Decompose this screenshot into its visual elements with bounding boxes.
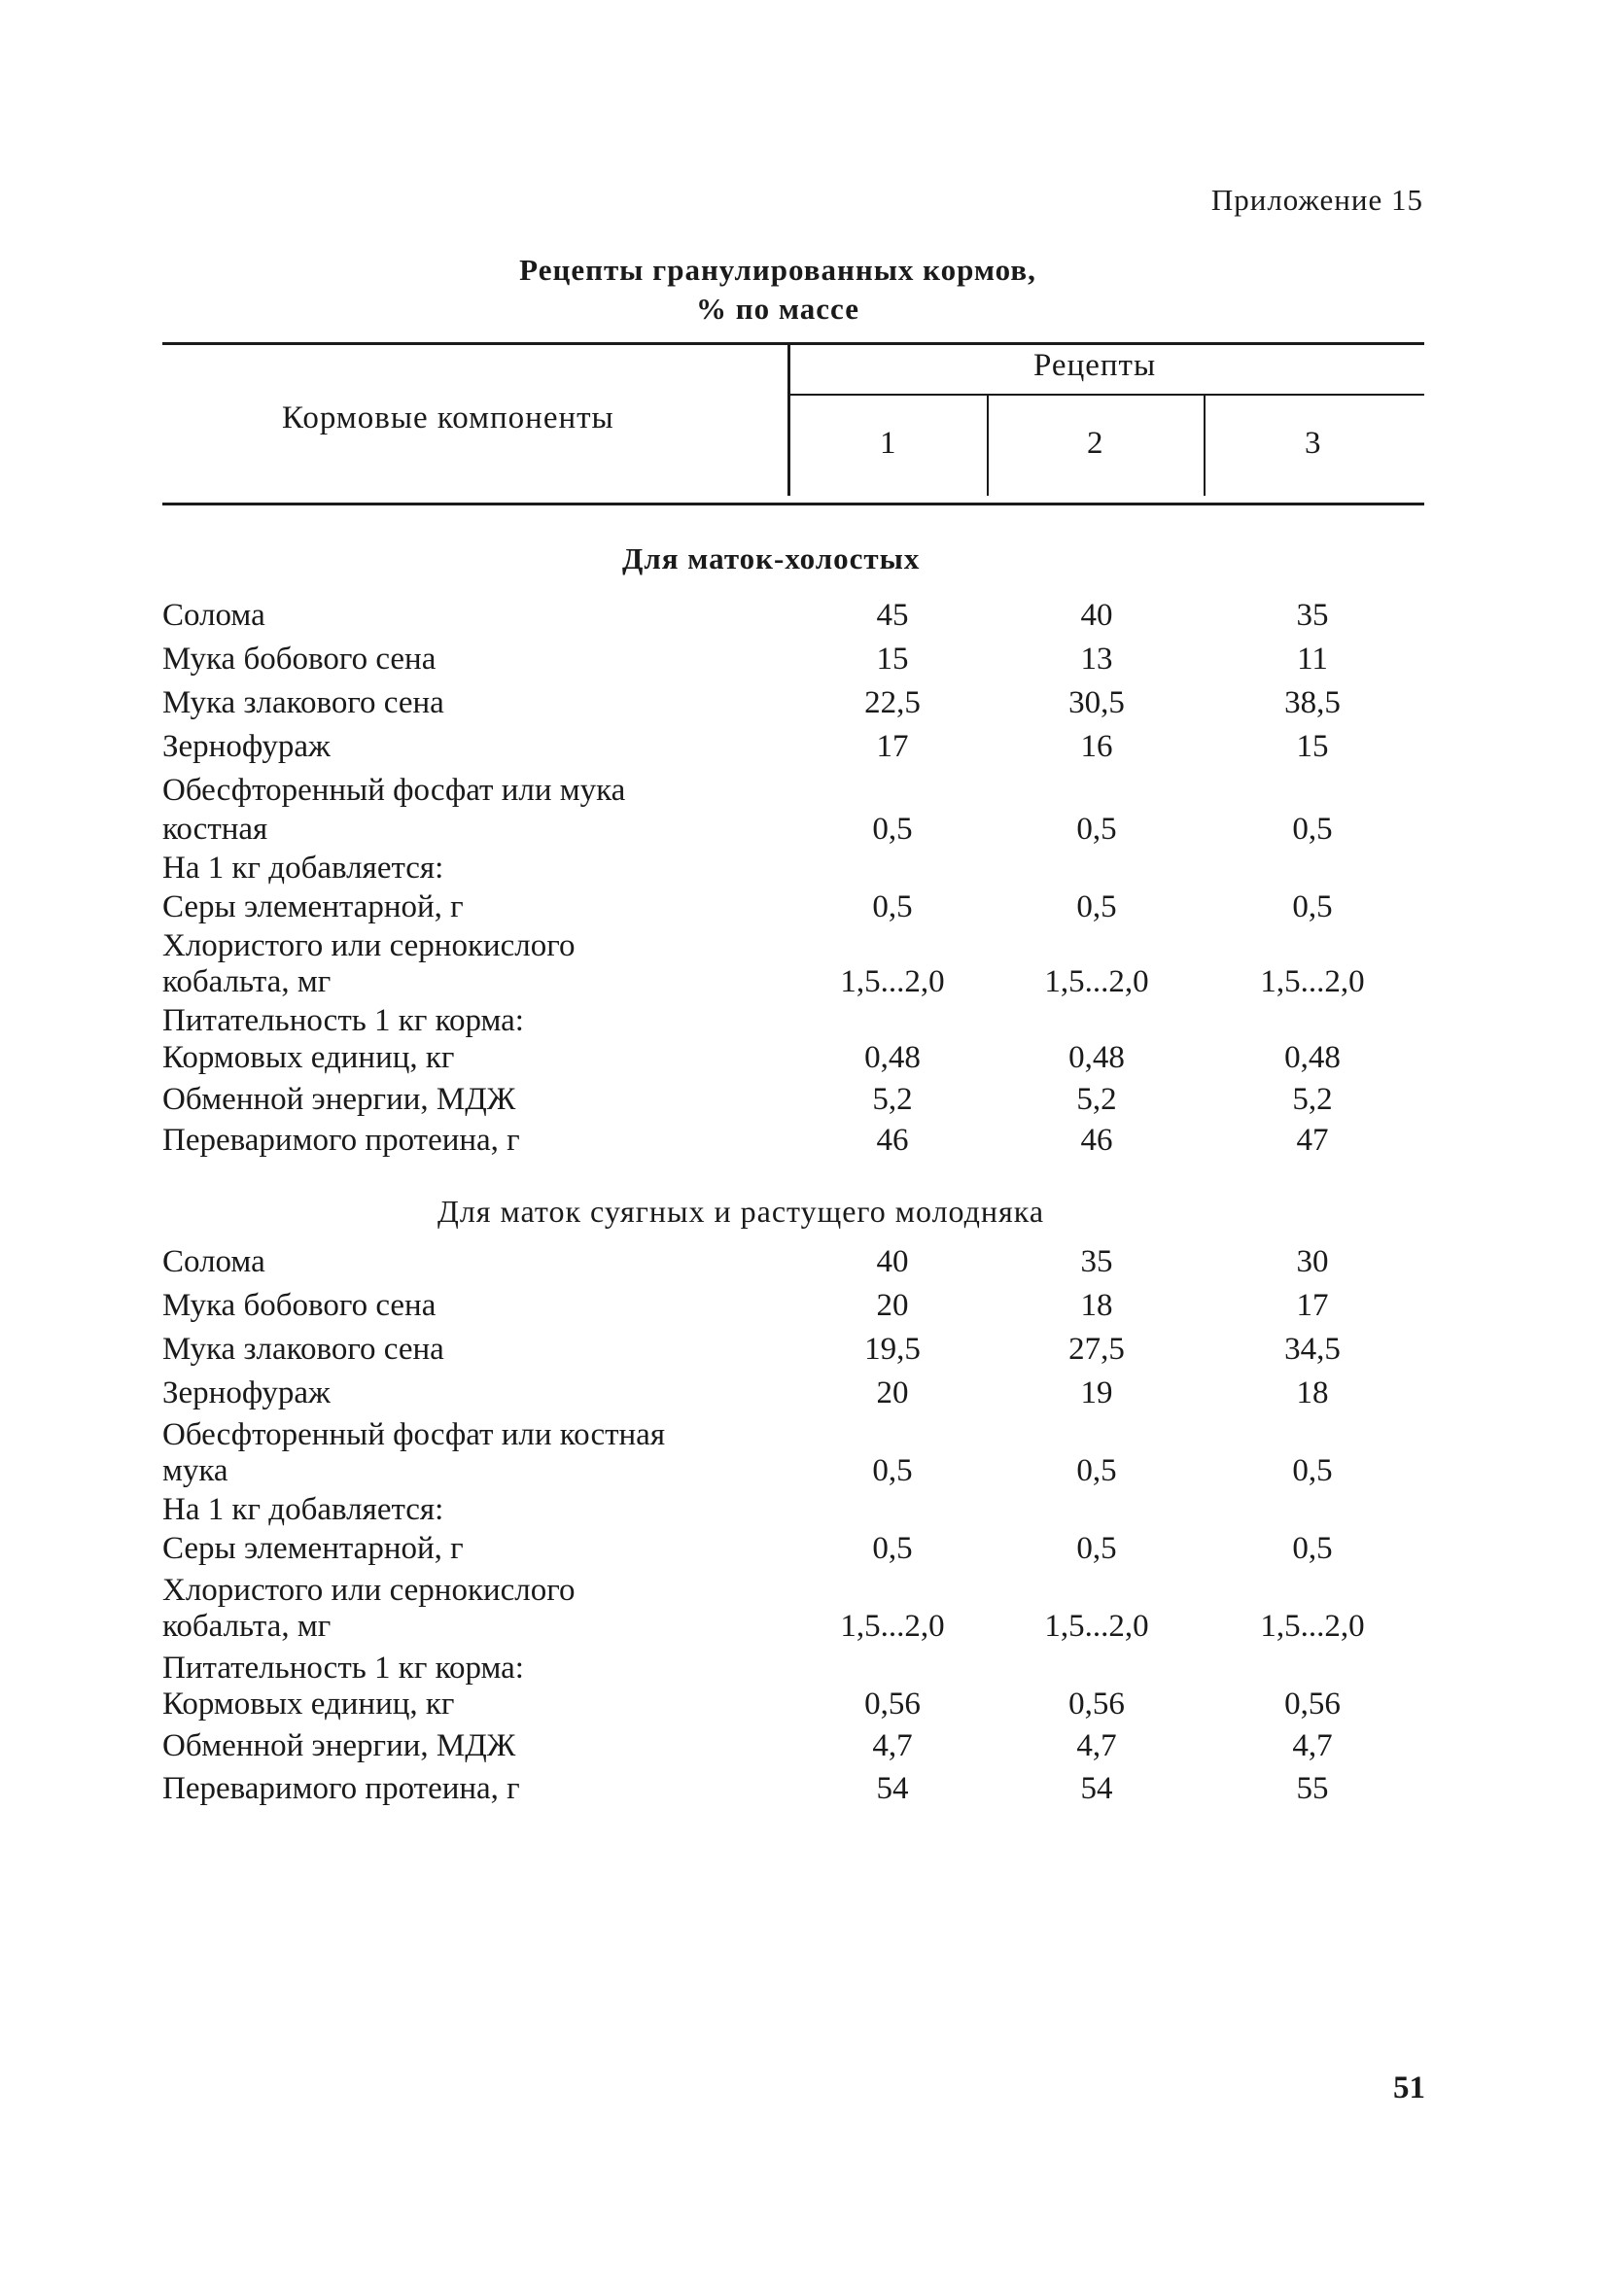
row-label: Зернофураж xyxy=(162,1375,331,1410)
row-label: На 1 кг добавляется: xyxy=(162,851,444,886)
table-title-line-2: % по массе xyxy=(696,292,859,326)
recipe-3-value: 55 xyxy=(1296,1771,1329,1806)
recipe-1-value: 1,5...2,0 xyxy=(840,1609,945,1644)
row-label: костная xyxy=(162,812,268,847)
row-label: Мука злакового сена xyxy=(162,685,444,720)
component-column-divider xyxy=(787,345,790,496)
recipe-1-value: 45 xyxy=(876,598,909,633)
row-label: Обменной энергии, МДЖ xyxy=(162,1728,516,1763)
recipe-2-value: 0,56 xyxy=(1068,1687,1125,1722)
recipe-3-value: 38,5 xyxy=(1284,685,1341,720)
table-title-line-1: Рецепты гранулированных кормов, xyxy=(519,253,1036,287)
recipe-3-value: 4,7 xyxy=(1292,1728,1333,1763)
row-label: Питательность 1 кг корма: xyxy=(162,1003,524,1038)
recipes-group-rule xyxy=(789,394,1424,396)
row-label: кобальта, мг xyxy=(162,1609,332,1644)
recipe-1-value: 15 xyxy=(876,642,909,677)
row-label: Солома xyxy=(162,1244,265,1279)
recipe-3-value: 34,5 xyxy=(1284,1332,1341,1367)
header-recipe-3: 3 xyxy=(1305,426,1322,461)
recipe-3-value: 0,48 xyxy=(1284,1040,1341,1075)
recipe-2-value: 1,5...2,0 xyxy=(1044,964,1149,999)
recipe-1-value: 0,5 xyxy=(872,889,913,924)
recipe-3-value: 1,5...2,0 xyxy=(1260,1609,1365,1644)
recipe-1-value: 5,2 xyxy=(872,1082,913,1117)
recipe-1-value: 40 xyxy=(876,1244,909,1279)
recipe-2-value: 0,5 xyxy=(1076,1531,1117,1566)
row-label: Питательность 1 кг корма: xyxy=(162,1651,524,1686)
recipe-1-2-divider xyxy=(987,396,989,496)
recipe-3-value: 5,2 xyxy=(1292,1082,1333,1117)
recipe-2-value: 35 xyxy=(1080,1244,1113,1279)
recipe-2-value: 16 xyxy=(1080,729,1113,764)
recipe-2-value: 13 xyxy=(1080,642,1113,677)
row-label: Мука злакового сена xyxy=(162,1332,444,1367)
recipe-2-value: 18 xyxy=(1080,1288,1113,1323)
recipe-2-value: 0,5 xyxy=(1076,1453,1117,1488)
row-label: Серы элементарной, г xyxy=(162,1531,464,1566)
recipe-1-value: 0,5 xyxy=(872,812,913,847)
row-label: Переваримого протеина, г xyxy=(162,1771,520,1806)
row-label: Кормовых единиц, кг xyxy=(162,1040,455,1075)
recipe-1-value: 22,5 xyxy=(864,685,921,720)
recipe-3-value: 0,56 xyxy=(1284,1687,1341,1722)
page-number: 51 xyxy=(1393,2070,1425,2105)
recipe-2-value: 0,48 xyxy=(1068,1040,1125,1075)
recipe-3-value: 0,5 xyxy=(1292,889,1333,924)
recipe-2-value: 46 xyxy=(1080,1123,1113,1158)
header-bottom-rule xyxy=(162,503,1424,505)
recipe-3-value: 0,5 xyxy=(1292,1453,1333,1488)
row-label: Переваримого протеина, г xyxy=(162,1123,520,1158)
appendix-label: Приложение 15 xyxy=(1210,183,1423,217)
table-title xyxy=(408,251,1147,329)
recipe-2-value: 54 xyxy=(1080,1771,1113,1806)
recipe-3-value: 0,5 xyxy=(1292,812,1333,847)
recipe-3-value: 47 xyxy=(1296,1123,1329,1158)
recipe-3-value: 30 xyxy=(1296,1244,1329,1279)
recipe-2-value: 19 xyxy=(1080,1375,1113,1410)
section-title-ewes-dry: Для маток-холостых xyxy=(622,541,921,575)
row-label: Хлористого или сернокислого xyxy=(162,1573,576,1608)
row-label: На 1 кг добавляется: xyxy=(162,1492,444,1527)
recipe-2-value: 30,5 xyxy=(1068,685,1125,720)
header-recipe-1: 1 xyxy=(880,426,897,461)
row-label: Мука бобового сена xyxy=(162,642,437,677)
header-component-column: Кормовые компоненты xyxy=(282,400,614,435)
recipe-1-value: 0,56 xyxy=(864,1687,921,1722)
row-label: Серы элементарной, г xyxy=(162,889,464,924)
row-label: мука xyxy=(162,1453,228,1488)
recipe-2-value: 5,2 xyxy=(1076,1082,1117,1117)
recipe-1-value: 19,5 xyxy=(864,1332,921,1367)
recipe-1-value: 20 xyxy=(876,1375,909,1410)
recipe-1-value: 0,48 xyxy=(864,1040,921,1075)
recipe-2-value: 40 xyxy=(1080,598,1113,633)
row-label: Кормовых единиц, кг xyxy=(162,1687,455,1722)
row-label: Зернофураж xyxy=(162,729,331,764)
row-label: Мука бобового сена xyxy=(162,1288,437,1323)
recipe-3-value: 1,5...2,0 xyxy=(1260,964,1365,999)
recipe-3-value: 15 xyxy=(1296,729,1329,764)
row-label: Обесфторенный фосфат или костная xyxy=(162,1417,665,1452)
recipe-1-value: 1,5...2,0 xyxy=(840,964,945,999)
recipe-1-value: 4,7 xyxy=(872,1728,913,1763)
header-recipes-group: Рецепты xyxy=(1033,348,1157,383)
recipe-1-value: 0,5 xyxy=(872,1453,913,1488)
recipe-3-value: 0,5 xyxy=(1292,1531,1333,1566)
recipe-2-value: 0,5 xyxy=(1076,812,1117,847)
row-label: Солома xyxy=(162,598,265,633)
recipe-1-value: 17 xyxy=(876,729,909,764)
recipe-2-3-divider xyxy=(1204,396,1206,496)
section-title-ewes-pregnant-young: Для маток суягных и растущего молодняка xyxy=(437,1194,1045,1229)
recipe-1-value: 20 xyxy=(876,1288,909,1323)
recipe-2-value: 27,5 xyxy=(1068,1332,1125,1367)
recipe-2-value: 4,7 xyxy=(1076,1728,1117,1763)
table-top-rule xyxy=(162,342,1424,345)
row-label: Обесфторенный фосфат или мука xyxy=(162,773,626,808)
recipe-1-value: 54 xyxy=(876,1771,909,1806)
row-label: Хлористого или сернокислого xyxy=(162,928,576,963)
recipe-2-value: 1,5...2,0 xyxy=(1044,1609,1149,1644)
recipe-1-value: 0,5 xyxy=(872,1531,913,1566)
row-label: Обменной энергии, МДЖ xyxy=(162,1082,516,1117)
header-recipe-2: 2 xyxy=(1087,426,1104,461)
recipe-1-value: 46 xyxy=(876,1123,909,1158)
recipe-3-value: 35 xyxy=(1296,598,1329,633)
row-label: кобальта, мг xyxy=(162,964,332,999)
recipe-3-value: 18 xyxy=(1296,1375,1329,1410)
recipe-3-value: 17 xyxy=(1296,1288,1329,1323)
recipe-2-value: 0,5 xyxy=(1076,889,1117,924)
recipe-3-value: 11 xyxy=(1297,642,1328,677)
